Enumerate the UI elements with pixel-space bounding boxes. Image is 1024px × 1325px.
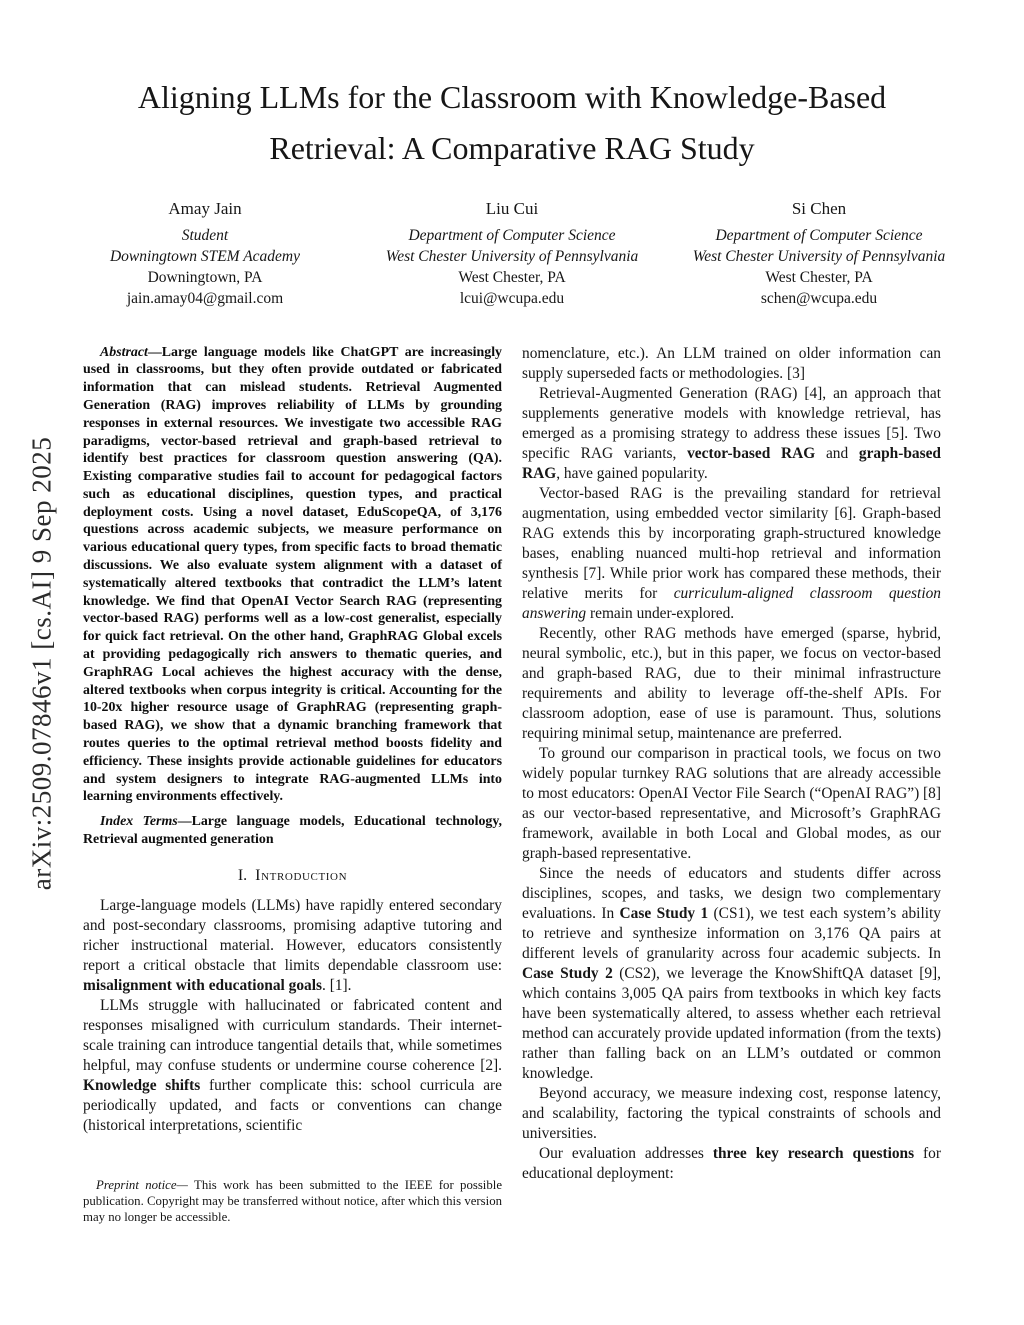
paragraph: Vector-based RAG is the prevailing standard for retrieval augmentation, using embedded vector similarity [6]. Graph-based RAG extends this by incorporating graph-structured knowledge bases, enabling nuanced multi-hop retrieval and information synthesis [7]. While prior work has compared these methods, their relative merits for curriculum-aligned classroom question answering remain under-explored. bbox=[522, 484, 941, 622]
paragraph: Retrieval-Augmented Generation (RAG) [4], an approach that supplements generative models with knowledge retrieval, has emerged as a promising strategy to address these issues [5]. Two specific RAG variants, vector-based RAG and graph-based RAG, have gained popularity. bbox=[522, 384, 941, 482]
preprint-footnote: Preprint notice— This work has been submitted to the IEEE for possible publication. Copyright may be transferred without notice, after which this version may no longer be accessible. bbox=[83, 1177, 502, 1224]
author-affiliation: Department of Computer Science bbox=[715, 227, 923, 245]
paper-title: Aligning LLMs for the Classroom with Knowledge-Based Retrieval: A Comparative RAG Study bbox=[137, 79, 887, 166]
paragraph: Our evaluation addresses three key research questions for educational deployment: bbox=[522, 1145, 941, 1183]
author-block bbox=[677, 197, 962, 309]
abstract: Abstract—Large language models like ChatGPT are increasingly used in classrooms, but they often provide outdated or fabricated information that can mislead students. Retrieval Augmented Generation (RAG) improves reliability of LLMs by grounding responses in external resources. We investigate two accessible RAG paradigms, vector-based retrieval and graph-based retrieval to identify best practices for classroom question answering (QA). Existing comparative studies fail to account for pedagogical factors such as educational disciplines, question types, and practical deployment costs. Using a novel dataset, EduScopeQA, of 3,176 questions across academic subjects, we measure performance on various educational query types, from specific facts to broad thematic discussions. We also evaluate system alignment with a dataset of systematically altered textbooks that contradict the LLM’s latent knowledge. We find that OpenAI Vector Search RAG (representing vector-based RAG) performs well as a low-cost generalist, especially for quick fact retrieval. On the other hand, GraphRAG Global excels at providing pedagogically rich answers to thematic queries, and GraphRAG Local achieves the highest accuracy with the dense, altered textbooks when corpus integrity is critical. Accounting for the 10-20x higher resource usage of GraphRAG (representing graph-based RAG), we show that a dynamic branching framework that routes queries to the optimal retrieval method boosts fidelity and efficiency. These insights provide actionable guidelines for educators and system designers to integrate RAG-augmented LLMs into learning environments effectively. bbox=[83, 344, 502, 805]
section-title: Introduction bbox=[255, 866, 348, 884]
paragraph: LLMs struggle with hallucinated or fabricated content and responses misaligned with curriculum standards. Their internet-scale training can introduce tangential details that, while sometimes helpful, may confuse students or undermine course coherence [2]. Knowledge shifts further complicate this: school curricula are periodically updated, and facts or conventions can change (historical interpretations, scientific bbox=[83, 996, 502, 1134]
author-affiliation: Downingtown STEM Academy bbox=[109, 248, 300, 266]
author-email: lcui@wcupa.edu bbox=[459, 290, 565, 308]
author-email: schen@wcupa.edu bbox=[760, 290, 878, 308]
body-columns bbox=[0, 344, 1024, 1226]
author-affiliation: Student bbox=[181, 227, 229, 245]
paragraph: nomenclature, etc.). An LLM trained on older information can supply superseded facts or methodologies. [3] bbox=[522, 344, 941, 382]
index-terms: Index Terms—Large language models, Educational technology, Retrieval augmented generation bbox=[83, 814, 502, 848]
author-affiliation: West Chester University of Pennsylvania bbox=[692, 248, 946, 266]
author-block bbox=[370, 197, 655, 309]
author-location: West Chester, PA bbox=[458, 269, 566, 287]
paragraph: To ground our comparison in practical tools, we focus on two widely popular turnkey RAG solutions that are already accessible to most educators: OpenAI Vector File Search (“OpenAI RAG”) [8] as our vector-based representative, and Microsoft’s GraphRAG framework, available in both Local and Global modes, as our graph-based representative. bbox=[522, 744, 941, 862]
author-block bbox=[63, 197, 348, 309]
arxiv-watermark: arXiv:2509.07846v1 [cs.AI] 9 Sep 2025 bbox=[26, 436, 57, 891]
paragraph: Recently, other RAG methods have emerged (sparse, hybrid, neural symbolic, etc.), but in this paper, we focus on vector-based and graph-based RAG, due to their minimal infrastructure requirements and ability to leverage off-the-shelf APIs. For classroom adoption, ease of use is paramount. Thus, solutions requiring minimal setup, maintenance are preferred. bbox=[522, 624, 941, 742]
section-number: I. bbox=[237, 866, 248, 884]
author-location: Downingtown, PA bbox=[147, 269, 263, 287]
paragraph: Large-language models (LLMs) have rapidly entered secondary and post-secondary classrooms, promising adaptive tutoring and richer instructional material. However, educators consistently report a critical obstacle that limits dependable classroom use: misalignment with educational goals. [1]. bbox=[83, 896, 502, 994]
column-left bbox=[83, 344, 502, 1226]
author-affiliation: West Chester University of Pennsylvania bbox=[385, 248, 639, 266]
author-affiliation: Department of Computer Science bbox=[408, 227, 616, 245]
author-list bbox=[0, 197, 1024, 309]
author-location: West Chester, PA bbox=[765, 269, 873, 287]
author-name: Amay Jain bbox=[168, 199, 242, 219]
author-email: jain.amay04@gmail.com bbox=[126, 290, 284, 308]
paragraph: Beyond accuracy, we measure indexing cost, response latency, and scalability, factoring the typical constraints of schools and universities. bbox=[522, 1085, 941, 1143]
column-right bbox=[522, 344, 941, 1226]
author-name: Si Chen bbox=[791, 199, 847, 219]
author-name: Liu Cui bbox=[485, 199, 539, 219]
section-heading-introduction bbox=[83, 866, 502, 887]
paragraph: Since the needs of educators and students differ across disciplines, scopes, and tasks, we design two complementary evaluations. In Case Study 1 (CS1), we test each system’s ability to retrieve and synthesize information on 3,176 QA pairs at different levels of granularity across four academic subjects. In Case Study 2 (CS2), we leverage the KnowShiftQA dataset [9], which contains 3,005 QA pairs from textbooks in which key facts have been systematically altered, to assess whether each retrieval method can accurately provide updated information (from the texts) rather than falling back on an LLM’s outdated or common knowledge. bbox=[522, 864, 941, 1083]
